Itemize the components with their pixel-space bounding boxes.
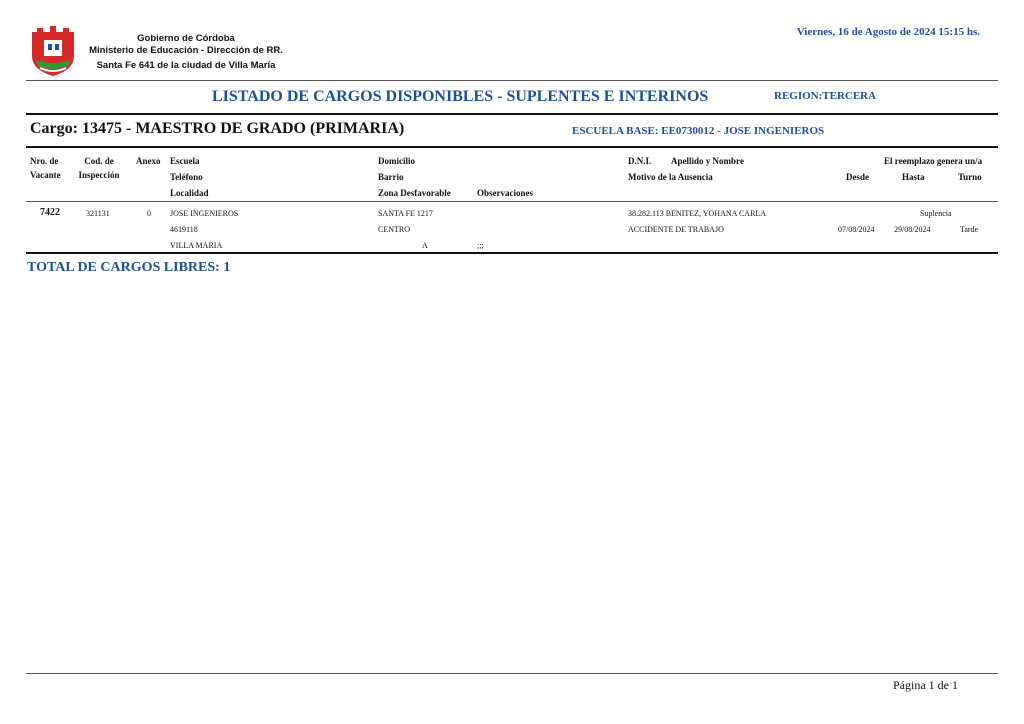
- col-header-observaciones: Observaciones: [477, 188, 533, 198]
- divider: [26, 146, 998, 148]
- col-header-motivo: Motivo de la Ausencia: [628, 172, 713, 182]
- divider: [26, 80, 998, 81]
- cell-text: SANTA FE 1217: [378, 209, 433, 218]
- divider: [26, 201, 998, 202]
- divider: [26, 113, 998, 115]
- cell-domicilio: [378, 207, 433, 237]
- cell-turno: Tarde: [960, 225, 979, 234]
- cell-zona: A: [422, 241, 428, 250]
- cargo-title: Cargo: 13475 - MAESTRO DE GRADO (PRIMARIA): [30, 120, 405, 137]
- col-header-escuela: [170, 154, 209, 200]
- col-header-cod-inspeccion: [76, 154, 122, 182]
- cell-text: VILLA MARIA: [170, 241, 223, 250]
- col-header-text: Barrio: [378, 172, 404, 182]
- col-header-text: Inspección: [78, 170, 120, 180]
- escuela-base: ESCUELA BASE: EE0730012 - JOSE INGENIEROS: [572, 125, 825, 137]
- col-header-apellido: Apellido y Nombre: [671, 156, 744, 166]
- org-line-1: Gobierno de Córdoba: [137, 33, 235, 44]
- cell-nro-vacante: 7422: [40, 207, 60, 218]
- org-line-3: Santa Fe 641 de la ciudad de Villa María: [96, 60, 276, 71]
- col-header-nro-vacante: [30, 154, 61, 182]
- col-header-anexo: Anexo: [136, 156, 161, 166]
- cell-hasta: 29/08/2024: [894, 225, 931, 234]
- page-title: LISTADO DE CARGOS DISPONIBLES - SUPLENTES E INTERINOS: [212, 88, 709, 105]
- divider: [26, 252, 998, 254]
- page-number: Página 1 de 1: [893, 678, 958, 692]
- cell-anexo: 0: [147, 209, 151, 218]
- cordoba-coat-of-arms-icon: [28, 26, 78, 78]
- cell-desde: 07/08/2024: [838, 225, 875, 234]
- col-header-text: Zona Desfavorable: [378, 188, 451, 198]
- org-line-2: Ministerio de Educación - Dirección de RR.: [89, 45, 283, 56]
- cell-text: JOSE INGENIEROS: [170, 209, 239, 218]
- cell-reemplazo: Suplencia: [920, 209, 952, 218]
- col-header-text: Localidad: [170, 188, 209, 198]
- col-header-text: Nro. de: [30, 156, 59, 166]
- col-header-dni: D.N.I.: [628, 156, 652, 166]
- cell-escuela: [170, 207, 238, 253]
- org-block: [86, 33, 286, 72]
- col-header-reemplazo: El reemplazo genera un/a: [884, 156, 983, 166]
- col-header-text: Cod. de: [84, 156, 114, 166]
- region-label: REGION:TERCERA: [774, 90, 877, 102]
- footer-divider: [26, 673, 998, 674]
- cell-text: CENTRO: [378, 225, 410, 234]
- cell-dni-nombre: 38.282.113 BENITEZ, YOHANA CARLA: [628, 209, 767, 218]
- col-header-domicilio: [378, 154, 451, 200]
- col-header-text: Escuela: [170, 156, 200, 166]
- col-header-desde: Desde: [846, 172, 869, 182]
- cell-motivo: ACCIDENTE DE TRABAJO: [628, 225, 724, 234]
- col-header-text: Teléfono: [170, 172, 203, 182]
- cell-cod-inspeccion: 321131: [86, 209, 110, 218]
- total-cargos-libres: TOTAL DE CARGOS LIBRES: 1: [27, 260, 231, 275]
- col-header-hasta: Hasta: [902, 172, 925, 182]
- col-header-text: Domicilio: [378, 156, 415, 166]
- col-header-turno: Turno: [958, 172, 982, 182]
- cell-observaciones: ;;;: [477, 241, 484, 250]
- col-header-text: Vacante: [30, 170, 61, 180]
- cell-text: 4619118: [170, 225, 198, 234]
- report-datetime: Viernes, 16 de Agosto de 2024 15:15 hs.: [796, 26, 980, 38]
